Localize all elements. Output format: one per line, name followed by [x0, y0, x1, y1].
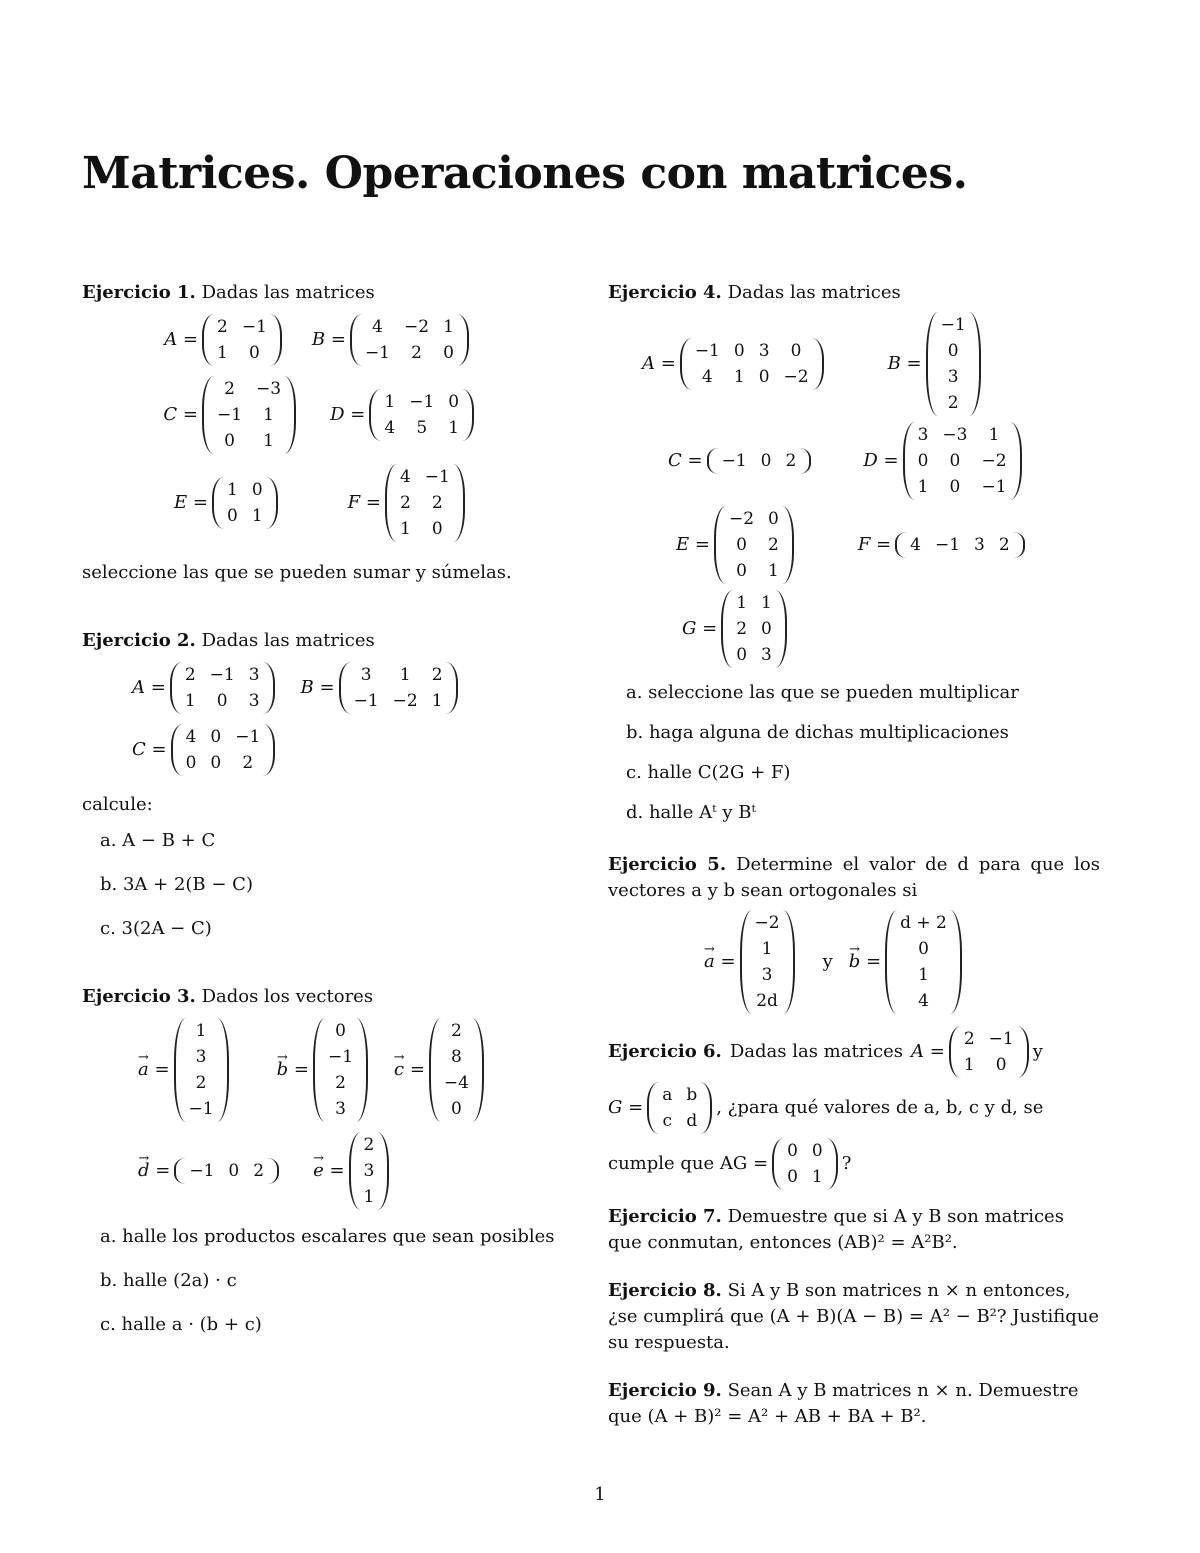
matrix-2-B	[339, 662, 458, 714]
exercise-1-matrices: A = 2 −1 1 0 B = 4 −2 1 −1 2 0 C = 2 −3 −1 1 0 1 D = 1 −1 0 4 5 1 E = 1 0 0 1 F = 4 −1 2 2 1 0	[142, 314, 562, 542]
matrix-cell: 2	[963, 1029, 975, 1049]
matrix-cell: 3	[758, 341, 770, 361]
exercise-4-item-d: d. halle Aᵗ y Bᵗ	[626, 802, 756, 823]
matrix-4-F	[895, 532, 1025, 558]
matrix-cell: 0	[760, 451, 772, 471]
matrix-cell: 0	[790, 341, 802, 361]
matrix-cell: −1	[189, 1161, 215, 1181]
matrix-cell: 1	[399, 519, 411, 539]
matrix-1-D	[369, 389, 474, 441]
matrix-cell: 4	[399, 467, 411, 487]
matrix-cell: −2	[754, 913, 780, 933]
matrix-cell: 1	[217, 343, 228, 363]
exercise-8-text: Si A y B son matrices n × n entonces, ¿se cumplirá que (A + B)(A − B) = A² − B²? Justifique su respuesta.	[608, 1280, 1100, 1353]
matrix-cell: 0	[947, 341, 959, 361]
exercise-3-item-c: c. halle a · (b + c)	[100, 1314, 262, 1335]
matrix-cell: 0	[431, 519, 443, 539]
exercise-7-text: Demuestre que si A y B son matrices que conmutan, entonces (AB)² = A²B².	[608, 1206, 1064, 1253]
matrix-cell: −1	[241, 317, 267, 337]
matrix-cell: 0	[210, 727, 222, 747]
exercise-3-item-a: a. halle los productos escalares que sean posibles	[100, 1226, 555, 1247]
exercise-5-conj: y	[822, 951, 833, 972]
matrix-cell: 3	[947, 367, 959, 387]
matrix-cell: 0	[733, 341, 745, 361]
vector-3-c	[429, 1018, 484, 1122]
matrix-cell: 0	[761, 619, 772, 639]
matrix-cell: 4	[372, 317, 383, 337]
exercise-3-heading: Ejercicio 3.	[82, 986, 196, 1007]
matrix-cell: 0	[736, 535, 747, 555]
exercise-6-text2: , ¿para qué valores de a, b, c y d, se	[716, 1097, 1044, 1118]
exercise-9-text: Sean A y B matrices n × n. Demuestre que (A + B)² = A² + AB + BA + B².	[608, 1380, 1079, 1427]
matrix-cell: 8	[451, 1047, 462, 1067]
matrix-cell: 0	[917, 451, 929, 471]
matrix-cell: 2	[184, 665, 196, 685]
exercise-5-statement	[608, 852, 1100, 904]
vector-3-a	[174, 1018, 229, 1122]
exercise-3-intro: Dados los vectores	[201, 986, 374, 1007]
matrix-cell: c	[662, 1111, 673, 1131]
exercise-1-outro: seleccione las que se pueden sumar y súmelas.	[82, 562, 512, 583]
matrix-4-D	[903, 422, 1022, 500]
matrix-cell: 0	[918, 939, 929, 959]
matrix-cell: 1	[768, 561, 779, 581]
matrix-cell: 3	[248, 665, 260, 685]
matrix-cell: −1	[327, 1047, 354, 1067]
matrix-cell: 3	[363, 1161, 375, 1181]
matrix-cell: 1	[263, 405, 274, 425]
matrix-cell: d + 2	[900, 913, 947, 933]
matrix-1-A	[202, 314, 282, 366]
exercise-9-statement	[608, 1378, 1100, 1430]
matrix-cell: 1	[227, 480, 238, 500]
exercise-1-statement	[82, 280, 562, 306]
matrix-1-C	[202, 376, 296, 454]
vector-3-e	[349, 1132, 390, 1210]
matrix-cell: 1	[443, 317, 454, 337]
matrix-6-R	[772, 1138, 838, 1190]
exercise-6-heading: Ejercicio 6.	[608, 1041, 722, 1062]
matrix-cell: −2	[783, 367, 809, 387]
matrix-cell: −1	[217, 405, 243, 425]
matrix-cell: 2	[224, 379, 235, 399]
matrix-cell: 5	[416, 418, 428, 438]
matrix-cell: 2	[736, 619, 748, 639]
exercise-3-statement	[82, 984, 562, 1010]
exercise-4-statement	[608, 280, 1100, 306]
exercise-3-items	[82, 1224, 562, 1338]
matrix-cell: 0	[216, 691, 228, 711]
matrix-cell: −1	[364, 343, 390, 363]
matrix-cell: 2	[998, 535, 1010, 555]
exercise-2-intro: Dadas las matrices	[201, 630, 375, 651]
vector-5-a	[740, 910, 795, 1014]
matrix-cell: −2	[728, 509, 755, 529]
matrix-cell: 0	[758, 367, 770, 387]
matrix-cell: 1	[811, 1167, 823, 1187]
exercise-5-vectors: → a = −2 1 3 2d y → b = d + 2 0 1 4	[704, 910, 1100, 1014]
exercise-4-intro: Dadas las matrices	[727, 282, 901, 303]
matrix-cell: 1	[431, 691, 443, 711]
matrix-cell: 4	[185, 727, 197, 747]
exercise-3-vectors: → a = 1 3 2 −1 → b = 0 −1 2 3 → c = 2 8 −4 0 → d = −1 0 2 → e = 2 3 1	[138, 1018, 562, 1210]
matrix-cell: 1	[761, 593, 772, 613]
matrix-4-G	[721, 590, 787, 668]
exercise-2-statement	[82, 628, 562, 654]
exercise-4-item-a: a. seleccione las que se pueden multiplicar	[626, 682, 1019, 703]
matrix-cell: 2	[253, 1161, 265, 1181]
matrix-cell: 0	[335, 1021, 346, 1041]
matrix-cell: b	[686, 1085, 698, 1105]
matrix-cell: −2	[981, 451, 1007, 471]
matrix-6-G	[647, 1082, 712, 1134]
matrix-cell: 2	[217, 317, 228, 337]
exercise-6-text3: cumple que AG =	[608, 1153, 769, 1174]
exercise-2-heading: Ejercicio 2.	[82, 630, 196, 651]
matrix-cell: 3	[761, 645, 772, 665]
exercise-5-heading: Ejercicio 5.	[608, 854, 727, 875]
matrix-cell: 0	[736, 645, 748, 665]
matrix-cell: −2	[392, 691, 418, 711]
matrix-cell: 0	[787, 1141, 798, 1161]
matrix-cell: −4	[443, 1073, 469, 1093]
matrix-cell: 2	[431, 493, 443, 513]
matrix-4-B	[926, 312, 981, 416]
exercise-1-intro: Dadas las matrices	[201, 282, 375, 303]
matrix-cell: 0	[251, 480, 263, 500]
matrix-cell: −1	[981, 477, 1007, 497]
matrix-cell: 4	[910, 535, 921, 555]
exercise-4-item-c: c. halle C(2G + F)	[626, 762, 791, 783]
matrix-cell: 1	[733, 367, 745, 387]
matrix-cell: 2	[363, 1135, 375, 1155]
matrix-cell: 1	[263, 431, 274, 451]
matrix-cell: 1	[184, 691, 196, 711]
page-number: 1	[594, 1484, 606, 1505]
matrix-2-C	[171, 724, 276, 776]
matrix-cell: −3	[942, 425, 968, 445]
exercise-2-item-c: c. 3(2A − C)	[100, 918, 212, 939]
matrix-cell: d	[686, 1111, 698, 1131]
matrix-cell: 2	[431, 665, 443, 685]
exercise-7-heading: Ejercicio 7.	[608, 1206, 722, 1227]
matrix-cell: 0	[210, 753, 222, 773]
exercise-2-matrices: A = 2 −1 3 1 0 3 B = 3 1 2 −1 −2 1 C = 4 0 −1 0 0 2	[132, 662, 562, 776]
matrix-cell: 1	[195, 1021, 207, 1041]
matrix-cell: 2	[947, 393, 959, 413]
matrix-cell: 1	[917, 477, 929, 497]
matrix-cell: 3	[917, 425, 929, 445]
exercise-2-item-a: a. A − B + C	[100, 830, 216, 851]
matrix-6-A	[949, 1026, 1029, 1078]
matrix-cell: 0	[811, 1141, 823, 1161]
matrix-cell: 2	[768, 535, 779, 555]
matrix-cell: 1	[988, 425, 1000, 445]
exercise-8-heading: Ejercicio 8.	[608, 1280, 722, 1301]
matrix-cell: 0	[768, 509, 779, 529]
matrix-cell: 1	[448, 418, 460, 438]
matrix-cell: 2d	[756, 991, 778, 1011]
matrix-cell: −1	[409, 392, 435, 412]
vector-5-b	[885, 910, 962, 1014]
matrix-cell: 0	[248, 343, 260, 363]
matrix-cell: 1	[363, 1187, 375, 1207]
matrix-cell: 0	[227, 506, 238, 526]
matrix-cell: 3	[335, 1099, 346, 1119]
matrix-cell: −1	[353, 691, 379, 711]
matrix-cell: 2	[411, 343, 422, 363]
matrix-cell: 2	[195, 1073, 207, 1093]
exercise-2-item-b: b. 3A + 2(B − C)	[100, 874, 253, 895]
exercise-6-statement: Ejercicio 6. Dadas las matrices A = 2 −1 1 0 y G = a b c d , ¿para qué valores de a, b, c y d, se cumple que AG = 0 0 0 1 ?	[608, 1026, 1100, 1190]
matrix-cell: −1	[721, 451, 747, 471]
matrix-cell: 1	[251, 506, 263, 526]
matrix-cell: −1	[424, 467, 450, 487]
matrix-cell: −1	[235, 727, 261, 747]
exercise-5-text: Determine el valor de d para que los vectores a y b sean ortogonales si	[608, 854, 1100, 901]
exercise-3-item-b: b. halle (2a) · c	[100, 1270, 237, 1291]
matrix-1-E	[212, 477, 278, 529]
exercise-4-matrices: A = −1 0 3 0 4 1 0 −2 B = −1 0 3 2 C = −1 0 2 D = 3 −3 1 0 0 −2 1 0 −1 E = −2 0 0 2 0 1 F = 4 −1 3 2 G = 1 1 2 0 0 3	[642, 312, 1100, 668]
matrix-cell: 0	[228, 1161, 240, 1181]
matrix-cell: 0	[949, 477, 961, 497]
matrix-1-F	[385, 464, 465, 542]
matrix-cell: 3	[248, 691, 260, 711]
matrix-cell: 1	[384, 392, 396, 412]
matrix-cell: −1	[988, 1029, 1014, 1049]
matrix-cell: 0	[995, 1055, 1007, 1075]
exercise-6-text1: Dadas las matrices	[729, 1041, 904, 1062]
matrix-cell: 0	[448, 392, 460, 412]
matrix-cell: 0	[949, 451, 961, 471]
matrix-cell: 0	[224, 431, 235, 451]
matrix-cell: 1	[918, 965, 929, 985]
matrix-cell: −1	[934, 535, 961, 555]
matrix-cell: 3	[360, 665, 372, 685]
vector-3-b	[313, 1018, 368, 1122]
matrix-cell: 4	[701, 367, 713, 387]
exercise-1-heading: Ejercicio 1.	[82, 282, 196, 303]
matrix-cell: −1	[209, 665, 235, 685]
exercise-7-statement	[608, 1204, 1100, 1256]
matrix-1-B	[350, 314, 469, 366]
matrix-cell: 2	[335, 1073, 346, 1093]
exercise-9-heading: Ejercicio 9.	[608, 1380, 722, 1401]
exercise-8-statement	[608, 1278, 1100, 1356]
exercise-2-calc: calcule:	[82, 794, 153, 815]
matrix-cell: a	[662, 1085, 673, 1105]
matrix-cell: 0	[736, 561, 747, 581]
matrix-2-A	[170, 662, 275, 714]
matrix-4-E	[714, 506, 794, 584]
exercise-4-items	[608, 680, 1100, 826]
page-title: Matrices. Operaciones con matrices.	[82, 148, 968, 199]
left-column	[82, 280, 562, 1338]
matrix-cell: 1	[736, 593, 748, 613]
matrix-cell: 3	[974, 535, 985, 555]
matrix-cell: −1	[694, 341, 720, 361]
vector-3-d	[174, 1158, 279, 1184]
matrix-4-A	[680, 338, 824, 390]
matrix-cell: −1	[188, 1099, 214, 1119]
matrix-cell: 1	[399, 665, 411, 685]
matrix-cell: 3	[761, 965, 773, 985]
matrix-cell: 2	[399, 493, 411, 513]
matrix-cell: 2	[785, 451, 797, 471]
exercise-4-heading: Ejercicio 4.	[608, 282, 722, 303]
exercise-4-item-b: b. haga alguna de dichas multiplicaciones	[626, 722, 1009, 743]
right-column	[608, 280, 1100, 1430]
matrix-cell: 2	[451, 1021, 462, 1041]
matrix-cell: −2	[404, 317, 430, 337]
matrix-cell: 0	[451, 1099, 462, 1119]
matrix-cell: 0	[443, 343, 454, 363]
matrix-cell: −1	[940, 315, 966, 335]
matrix-4-C	[707, 448, 812, 474]
matrix-cell: 2	[242, 753, 254, 773]
matrix-cell: 0	[185, 753, 197, 773]
exercise-2-items	[82, 828, 562, 942]
matrix-cell: −3	[256, 379, 282, 399]
matrix-cell: 4	[384, 418, 396, 438]
matrix-cell: 1	[963, 1055, 975, 1075]
matrix-cell: 3	[195, 1047, 207, 1067]
matrix-cell: 4	[918, 991, 929, 1011]
matrix-cell: 0	[787, 1167, 798, 1187]
matrix-cell: 1	[761, 939, 773, 959]
